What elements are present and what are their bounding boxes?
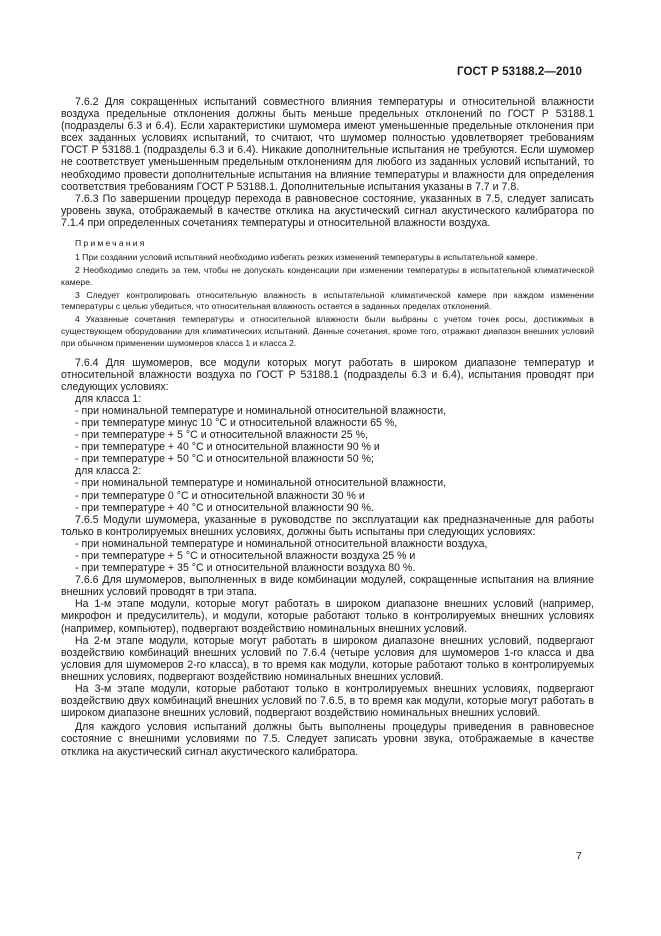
notes-title: Примечания [75, 238, 147, 249]
paragraph-7-6-5: 7.6.5 Модули шумомера, указанные в руководстве по эксплуатации как предназначенные для работы только в контролируемых внешних условиях, должны быть испытаны при следующих условиях: [61, 513, 594, 538]
stage-2-paragraph: На 2-м этапе модули, которые могут работать в широком диапазоне внешних условий, подвергают воздействию комбинаций внешних условий по 7.6.4 (четыре условия для шумомеров 1-го класса и два условия для шумомеров 2-го класса), в то время как модули, которые работают только в контролируемых внешних условиях, подвергают воздействию номинальных внешних условий. [61, 634, 594, 683]
class-1-item: - при номинальной температуре и номинальной относительной влажности, [75, 404, 447, 417]
page-number: 7 [576, 850, 582, 862]
paragraph-7-6-3: 7.6.3 По завершении процедур перехода в равновесное состояние, указанных в 7.5, следует записать уровень звука, отображаемый в качестве отклика на акустический сигнал акустического калибратора по 7.1.4 при определенных сочетаниях температуры и относительной влажности воздуха. [61, 192, 594, 229]
note-3: 3 Следует контролировать относительную влажность в испытательной климатической камере при каждом изменении температуры с целью убедиться, что относительная влажность остается в заданных пределах отклонений. [61, 289, 594, 312]
class-1-item: - при температуре + 40 °С и относительной влажности 90 % и [75, 441, 380, 454]
class-2-item: - при температуре 0 °С и относительной влажности 30 % и [75, 489, 365, 502]
class-1-item: - при температуре + 5 °С и относительной влажности 25 %, [75, 429, 369, 442]
controlled-item: - при номинальной температуре и номинальной относительной влажности воздуха, [75, 537, 488, 550]
paragraph-7-6-6: 7.6.6 Для шумомеров, выполненных в виде комбинации модулей, сокращенные испытания на влияние внешних условий проводят в три этапа. [61, 574, 594, 599]
final-paragraph: Для каждого условия испытаний должны быть выполнены процедуры приведения в равновесное состояние с внешними условиями по 7.5. Следует записать уровни звука, отображаемые в качестве отклика на акустический сигнал акустического калибратора. [61, 721, 594, 758]
note-2: 2 Необходимо следить за тем, чтобы не допускать конденсации при изменении температуры в испытательной климатической камере. [61, 264, 594, 287]
paragraph-7-6-2: 7.6.2 Для сокращенных испытаний совместного влияния температуры и относительной влажности воздуха предельные отклонения должны быть меньше предельных отклонений по ГОСТ Р 53188.1 (подразделы 6.3 и 6.4). Если характеристики шумомера имеют уменьшенные предельные отклонения при всех заданных условиях испытаний, то считают, что шумомер полностью удовлетворяет требованиям ГОСТ Р 53188.1 (подразделы 6.3 и 6.4). Никакие дополнительные испытания не требуются. Если шумомер не соответствует уменьшенным предельным отклонениям для любого из заданных условий испытаний, то необходимо провести дополнительные испытания на влияние температуры и влажности для определения соответствия требованиям ГОСТ Р 53188.1. Дополнительные испытания указаны в 7.7 и 7.8. [61, 96, 594, 193]
note-4: 4 Указанные сочетания температуры и относительной влажности были выбраны с учетом точек росы, достижимых в существующем оборудовании для климатических испытаний. Данные сочетания, кроме того, отражают диапазон внешних условий при обычном применении шумомеров класса 1 и класса 2. [61, 314, 594, 348]
class-1-item: - при температуре + 50 °С и относительной влажности 50 %; [75, 453, 374, 466]
stage-1-paragraph: На 1-м этапе модули, которые могут работать в широком диапазоне внешних условий (например, микрофон и предусилитель), и модули, которые работают только в контролируемых внешних условиях (например, компьютер), подвергают воздействию номинальных внешних условий. [61, 598, 594, 635]
class-1-item: - при температуре минус 10 °С и относительной влажности 65 %, [75, 416, 398, 429]
class-2-item: - при номинальной температуре и номинальной относительной влажности, [75, 477, 447, 490]
standard-header: ГОСТ Р 53188.2—2010 [457, 66, 582, 78]
note-1: 1 При создании условий испытаний необходимо избегать резких изменений температуры в испытательной камере. [75, 252, 538, 263]
class-2-label: для класса 2: [75, 465, 142, 478]
class-2-item: - при температуре + 40 °С и относительной влажности 90 %. [75, 501, 374, 514]
class-1-label: для класса 1: [75, 392, 142, 405]
paragraph-7-6-4: 7.6.4 Для шумомеров, все модули которых могут работать в широком диапазоне температур и относительной влажности воздуха по ГОСТ Р 53188.1 (подразделы 6.3 и 6.4), испытания проводят при следующих условиях: [61, 356, 594, 393]
controlled-item: - при температуре + 35 °С и относительной влажности воздуха 80 %. [75, 562, 416, 575]
controlled-item: - при температуре + 5 °С и относительной влажности воздуха 25 % и [75, 550, 416, 562]
page-body [61, 96, 594, 758]
stage-3-paragraph: На 3-м этапе модули, которые работают только в контролируемых внешних условиях, подвергают воздействию двух комбинаций внешних условий по 7.6.5, в то время как модули, которые могут работать в широком диапазоне внешних условий, подвергают воздействию номинальных внешних условий. [61, 683, 594, 720]
